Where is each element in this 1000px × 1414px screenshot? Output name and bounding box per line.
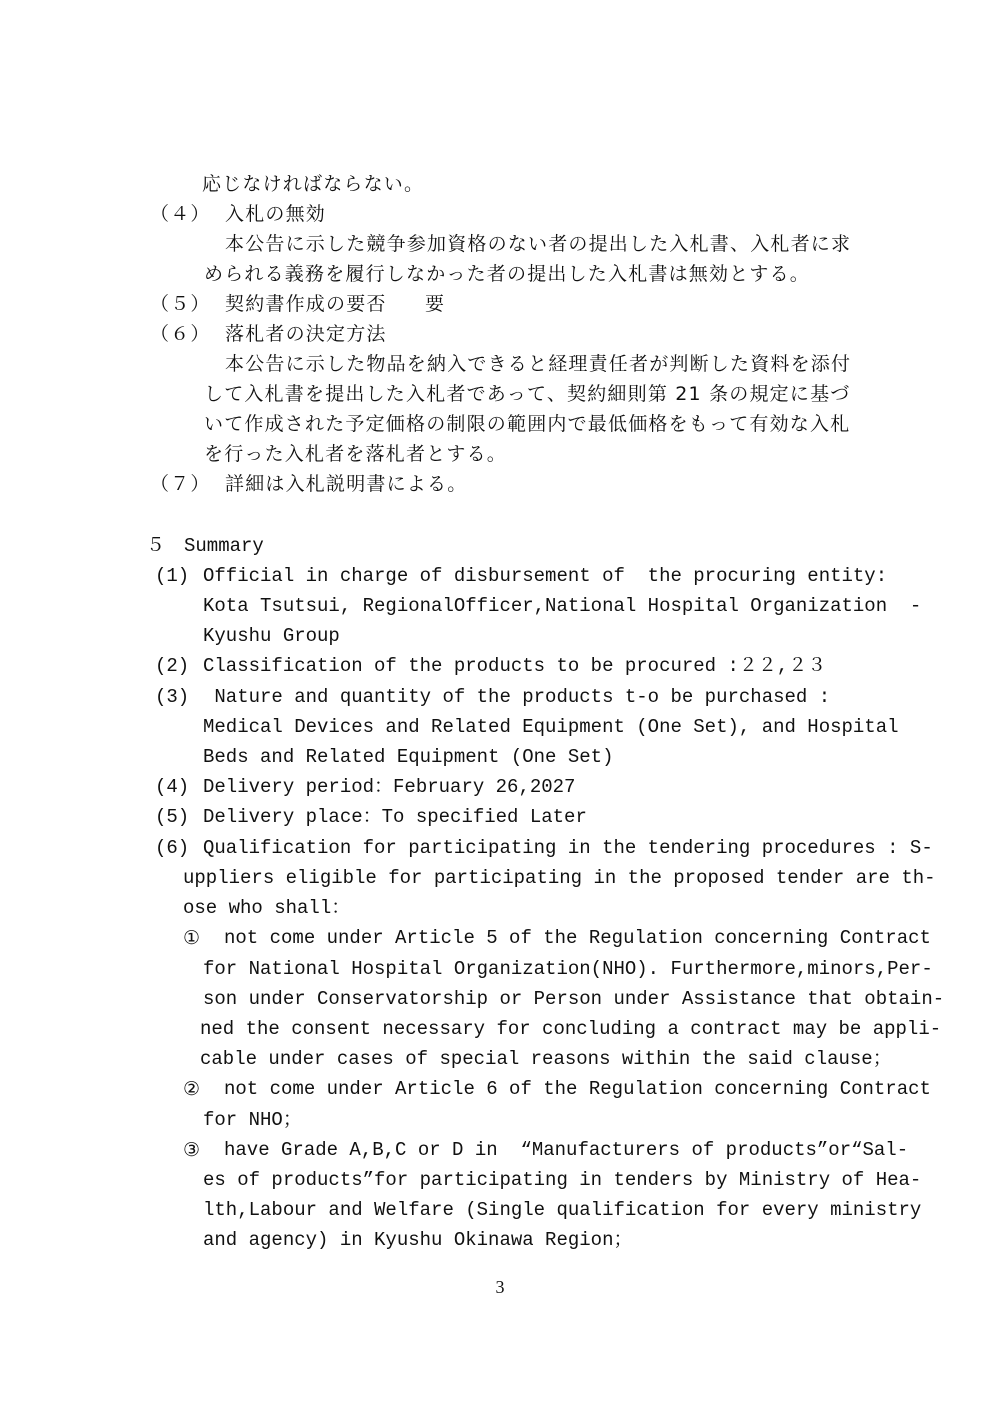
circled-number-3: ③ [183, 1139, 202, 1161]
condition-1-line: ned the consent necessary for concluding a contract may be appli- [200, 1018, 942, 1040]
summary-item-6-line: ose who shall： [183, 897, 351, 919]
condition-1-line: for National Hospital Organization(NHO). Furthermore,minors,Per- [203, 958, 933, 980]
condition-2-line: for NHO； [203, 1109, 302, 1131]
condition-2-line: not come under Article 6 of the Regulation concerning Contract [224, 1078, 931, 1100]
summary-item-3-line: Nature and quantity of the products t-o be purchased : [203, 686, 831, 708]
item-7-title: 詳細は入札説明書による。 [225, 473, 468, 495]
item-6-body-line: して入札書を提出した入札者であって、契約細則第 21 条の規定に基づ [204, 383, 851, 405]
item-5-title: 契約書作成の要否 [225, 293, 387, 315]
item-4-body-line: 本公告に示した競争参加資格のない者の提出した入札書、入札者に求 [225, 233, 852, 255]
summary-item-5-line: Delivery place：To specified Later [203, 806, 587, 828]
summary-heading: ５ Summary [146, 535, 264, 557]
condition-3-line: have Grade A,B,C or D in “Manufacturers of products”or“Sal- [224, 1139, 909, 1161]
item-7-number: （７） [150, 473, 211, 495]
summary-item-4-number: (4) [155, 776, 190, 798]
summary-item-1-line: Official in charge of disbursement of the procuring entity: [203, 565, 888, 587]
condition-3-line: lth,Labour and Welfare (Single qualification for every ministry [203, 1199, 922, 1221]
summary-item-2-number: (2) [155, 655, 190, 677]
summary-item-4-line: Delivery period：February 26,2027 [203, 776, 576, 798]
item-6-number: （６） [150, 323, 211, 345]
condition-1-line: not come under Article 5 of the Regulation concerning Contract [224, 927, 931, 949]
circled-number-2: ② [183, 1078, 202, 1100]
item-4-body-line: められる義務を履行しなかった者の提出した入札書は無効とする。 [204, 263, 811, 285]
summary-item-3-number: (3) [155, 686, 190, 708]
summary-item-5-number: (5) [155, 806, 190, 828]
item-5-number: （５） [150, 293, 211, 315]
condition-3-line: es of products”for participating in tenders by Ministry of Hea- [203, 1169, 922, 1191]
summary-item-1-line: Kota Tsutsui, RegionalOfficer,National Hospital Organization - [203, 595, 922, 617]
condition-1-line: cable under cases of special reasons within the said clause； [200, 1048, 892, 1070]
summary-item-3-line: Beds and Related Equipment (One Set) [203, 746, 614, 768]
item-4-title: 入札の無効 [225, 203, 327, 225]
summary-item-1-line: Kyushu Group [203, 625, 340, 647]
continuation-line: 応じなければならない。 [202, 173, 425, 195]
summary-item-6-line: Qualification for participating in the tendering procedures : S- [203, 837, 933, 859]
summary-item-1-number: (1) [155, 565, 190, 587]
item-5-value: 要 [425, 293, 446, 315]
summary-item-3-line: Medical Devices and Related Equipment (One Set), and Hospital [203, 716, 899, 738]
circled-number-1: ① [183, 927, 202, 949]
item-6-body-line: を行った入札者を落札者とする。 [204, 443, 508, 465]
item-6-title: 落札者の決定方法 [225, 323, 387, 345]
item-6-body-line: 本公告に示した物品を納入できると経理責任者が判断した資料を添付 [225, 353, 852, 375]
item-6-body-line: いて作成された予定価格の制限の範囲内で最低価格をもって有効な入札 [204, 413, 851, 435]
summary-item-2-line: Classification of the products to be procured :２２,２３ [203, 655, 827, 677]
summary-item-6-line: uppliers eligible for participating in the proposed tender are th- [183, 867, 936, 889]
page-number: 3 [495, 1277, 505, 1297]
summary-item-6-number: (6) [155, 837, 190, 859]
condition-3-line: and agency) in Kyushu Okinawa Region； [203, 1229, 633, 1251]
condition-1-line: son under Conservatorship or Person under Assistance that obtain- [203, 988, 945, 1010]
item-4-number: （４） [150, 203, 211, 225]
